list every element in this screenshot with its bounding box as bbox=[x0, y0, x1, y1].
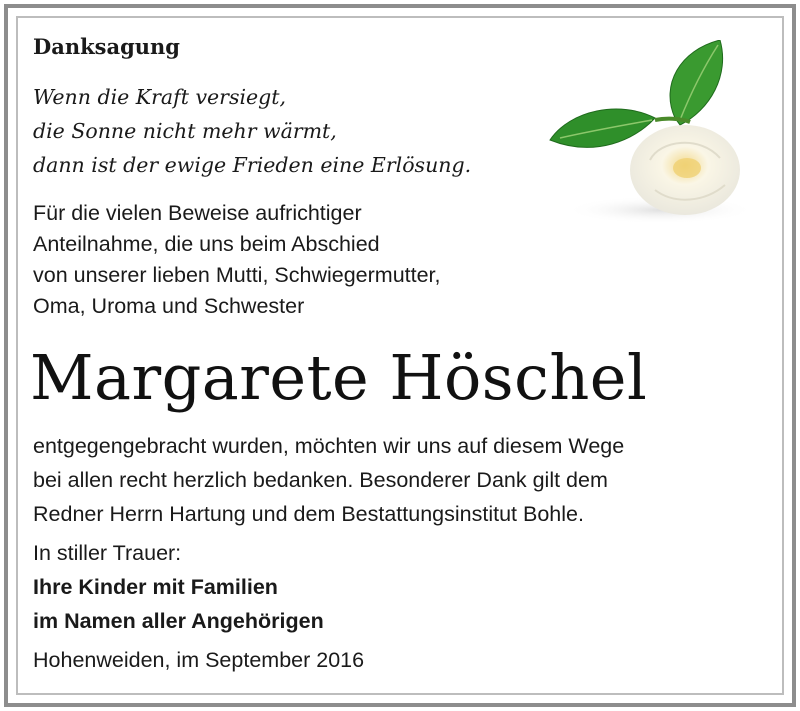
body-line: bei allen recht herzlich bedanken. Besonderer Dank gilt dem bbox=[33, 468, 608, 492]
place-date: Hohenweiden, im September 2016 bbox=[33, 648, 365, 672]
intro-line: Oma, Uroma und Schwester bbox=[33, 294, 305, 318]
signature-line: im Namen aller Angehörigen bbox=[33, 609, 324, 633]
body-line: entgegengebracht wurden, möchten wir uns auf diesem Wege bbox=[33, 434, 625, 458]
intro-line: von unserer lieben Mutti, Schwiegermutter, bbox=[33, 263, 441, 287]
body-text bbox=[33, 429, 624, 531]
signature bbox=[33, 536, 324, 638]
heading: Danksagung bbox=[33, 34, 180, 59]
intro-line: Für die vielen Beweise aufrichtiger bbox=[33, 201, 362, 225]
white-rose-icon bbox=[540, 40, 760, 225]
intro-text bbox=[33, 198, 441, 322]
poem-line: die Sonne nicht mehr wärmt, bbox=[33, 119, 337, 143]
signature-line: Ihre Kinder mit Familien bbox=[33, 575, 278, 599]
signature-intro: In stiller Trauer: bbox=[33, 541, 182, 565]
poem-line: dann ist der ewige Frieden eine Erlösung. bbox=[33, 153, 472, 177]
body-line: Redner Herrn Hartung und dem Bestattungsinstitut Bohle. bbox=[33, 502, 584, 526]
leaf-left bbox=[550, 109, 655, 147]
poem bbox=[33, 80, 471, 182]
intro-line: Anteilnahme, die uns beim Abschied bbox=[33, 232, 380, 256]
deceased-name: Margarete Höschel bbox=[30, 341, 648, 414]
poem-line: Wenn die Kraft versiegt, bbox=[33, 85, 287, 109]
rose-center bbox=[673, 158, 701, 178]
rose-stem bbox=[655, 119, 690, 122]
